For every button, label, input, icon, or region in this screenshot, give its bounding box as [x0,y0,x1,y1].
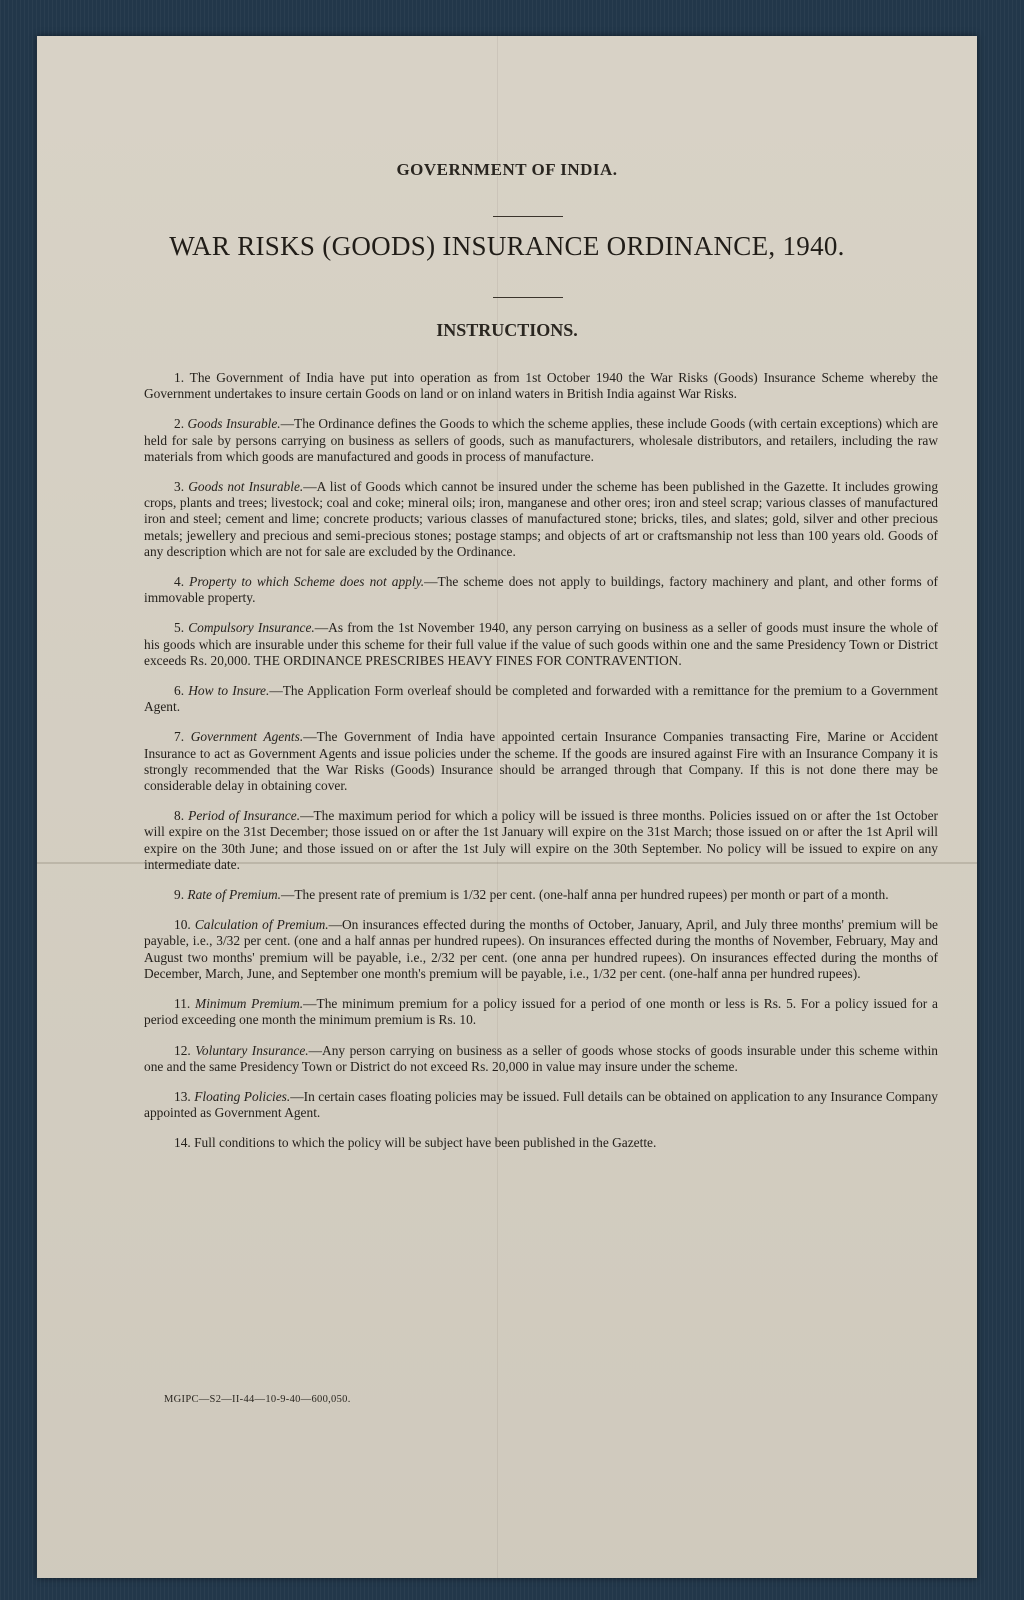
paragraph-text: —The present rate of premium is 1/32 per cent. (one-half anna per hundred rupees) per month or part of a month. [280,887,889,903]
paragraph-text: —Any person carrying on business as a seller of goods whose stocks of goods insurable under this scheme within one and the same Presidency Town or District do not exceed Rs. 20,000 in value may insure under the scheme. [144,1042,938,1074]
paragraph-number: 12. [174,1042,196,1058]
instruction-paragraph [144,729,938,794]
paragraph-heading: Government Agents. [190,729,304,745]
paragraph-text: Full conditions to which the policy will be subject have been published in the Gazette. [194,1135,657,1151]
instructions-body [144,370,938,1166]
instruction-paragraph [144,887,938,903]
paragraph-number: 3. [174,479,189,495]
paragraph-text: —The Ordinance defines the Goods to which the scheme applies, these include Goods (with certain exceptions) which are held for sale by persons carrying on business as sellers of goods, such as manufacturers, wholesale distributors, and retailers, including the raw materials from which goods are manufactured and goods in process of manufacture. [144,416,939,464]
paragraph-number: 1. [174,370,190,385]
paragraph-heading: Property to which Scheme does not apply. [189,574,425,590]
paragraph-number: 2. [174,416,188,432]
divider-rule [493,297,563,298]
paragraph-text: —A list of Goods which cannot be insured under the scheme has been published in the Gazette. It includes growing crops, plants and trees; livestock; coal and coke; mineral oils; iron, manganese and other ores; iron and steel scrap; various classes of manufactured iron and steel; cement and lime; concrete products; various classes of manufactured stone; bricks, tiles, and slates; gold, silver and other precious metals; jewellery and precious and semi-precious stones; postage stamps; and objects of art or craftsmanship not less than 100 years old. Goods of any description which are not for sale are excluded by the Ordinance. [144,479,939,559]
paragraph-text: The Government of India have put into operation as from 1st October 1940 the War Risks (Goods) Insurance Scheme whereby the Government undertakes to insure certain Goods on land or on inland waters in British India against War Risks. [144,370,938,402]
ordinance-title: WAR RISKS (GOODS) INSURANCE ORDINANCE, 1940. [169,231,845,261]
paragraph-heading: Rate of Premium. [187,887,281,903]
paragraph-text: —As from the 1st November 1940, any person carrying on business as a seller of goods must insure the whole of his goods which are insurable under this scheme for their full value if the value of such goods within one and the same Presidency Town or District exceeds Rs. 20,000. THE ORDINANCE PRESCRIBES HEAVY FINES FOR CONTRAVENTION. [144,620,938,668]
instruction-paragraph [144,917,938,982]
instruction-paragraph [144,1135,938,1151]
instruction-paragraph [144,479,938,560]
paragraph-text: —In certain cases floating policies may be issued. Full details can be obtained on application to any Insurance Company appointed as Government Agent. [144,1088,938,1121]
paragraph-text: —The scheme does not apply to buildings, factory machinery and plant, and other forms of immovable property. [144,574,939,606]
paragraph-text: —The minimum premium for a policy issued for a period of one month or less is Rs. 5. For a policy issued for a period exceeding one month the minimum premium is Rs. 10. [144,996,938,1028]
document-sheet [37,36,977,1578]
paragraph-number: 10. [174,917,195,933]
instruction-paragraph [144,416,938,465]
paragraph-text: —On insurances effected during the months of October, January, April, and July three months' premium will be payable, i.e., 3/32 per cent. (one and a half annas per hundred rupees). On insurances effected during the months of November, February, May and August two months' premium will be payable, i.e., 2/32 per cent. (one anna per hundred rupees). On insurances effected during the months of December, March, June, and September one month's premium will be payable, i.e., 1/32 per cent. (one-half anna per hundred rupees). [144,917,938,981]
paragraph-number: 4. [174,574,190,590]
paragraph-heading: Voluntary Insurance. [195,1042,309,1058]
paragraph-text: —The Government of India have appointed certain Insurance Companies transacting Fire, Marine or Accident Insurance to act as Government Agents and issue policies under the scheme. If the goods are insured against Fire with an Insurance Company it is strongly recommended that the War Risks (Goods) Insurance should be arranged through that Company. If this is not done there may be considerable delay in obtaining cover. [144,729,939,794]
paragraph-heading: Compulsory Insurance. [188,620,315,636]
instruction-paragraph [144,370,938,402]
paragraph-heading: Floating Policies. [194,1088,291,1104]
instruction-paragraph [144,1043,938,1075]
paragraph-number: 6. [174,683,189,699]
paragraph-number: 5. [174,620,189,636]
paragraph-number: 13. [174,1088,195,1104]
paragraph-number: 7. [174,729,191,745]
instruction-paragraph [144,683,938,715]
paragraph-number: 14. [174,1135,195,1151]
paragraph-heading: Minimum Premium. [195,996,304,1012]
paragraph-heading: Goods Insurable. [187,416,281,432]
paragraph-number: 9. [174,887,188,903]
printer-imprint: MGIPC—S2—II-44—10-9-40—600,050. [164,1394,351,1405]
paragraph-heading: How to Insure. [188,683,270,699]
government-header: GOVERNMENT OF INDIA. [396,160,618,179]
paragraph-text: —The maximum period for which a policy will be issued is three months. Policies issued on or after the 1st October will expire on the 31st December; those issued on or after the 1st January will expire on the 31st March; those issued on or after the 1st April will expire on the 30th June; and those issued on or after the 1st July will expire on the 30th September. No policy will be issued to expire on any intermediate date. [144,808,938,872]
paragraph-number: 11. [174,996,196,1012]
instruction-paragraph [144,620,938,669]
instruction-paragraph [144,574,938,606]
paragraph-heading: Calculation of Premium. [194,917,329,933]
paragraph-text: —The Application Form overleaf should be completed and forwarded with a remittance for the premium to a Government Agent. [144,683,939,715]
instruction-paragraph [144,996,938,1028]
divider-rule [493,216,563,217]
instructions-heading: INSTRUCTIONS. [436,320,578,340]
paragraph-heading: Goods not Insurable. [188,479,304,495]
paragraph-number: 8. [174,808,189,824]
instruction-paragraph [144,808,938,873]
paragraph-heading: Period of Insurance. [188,808,301,824]
instruction-paragraph [144,1089,938,1121]
